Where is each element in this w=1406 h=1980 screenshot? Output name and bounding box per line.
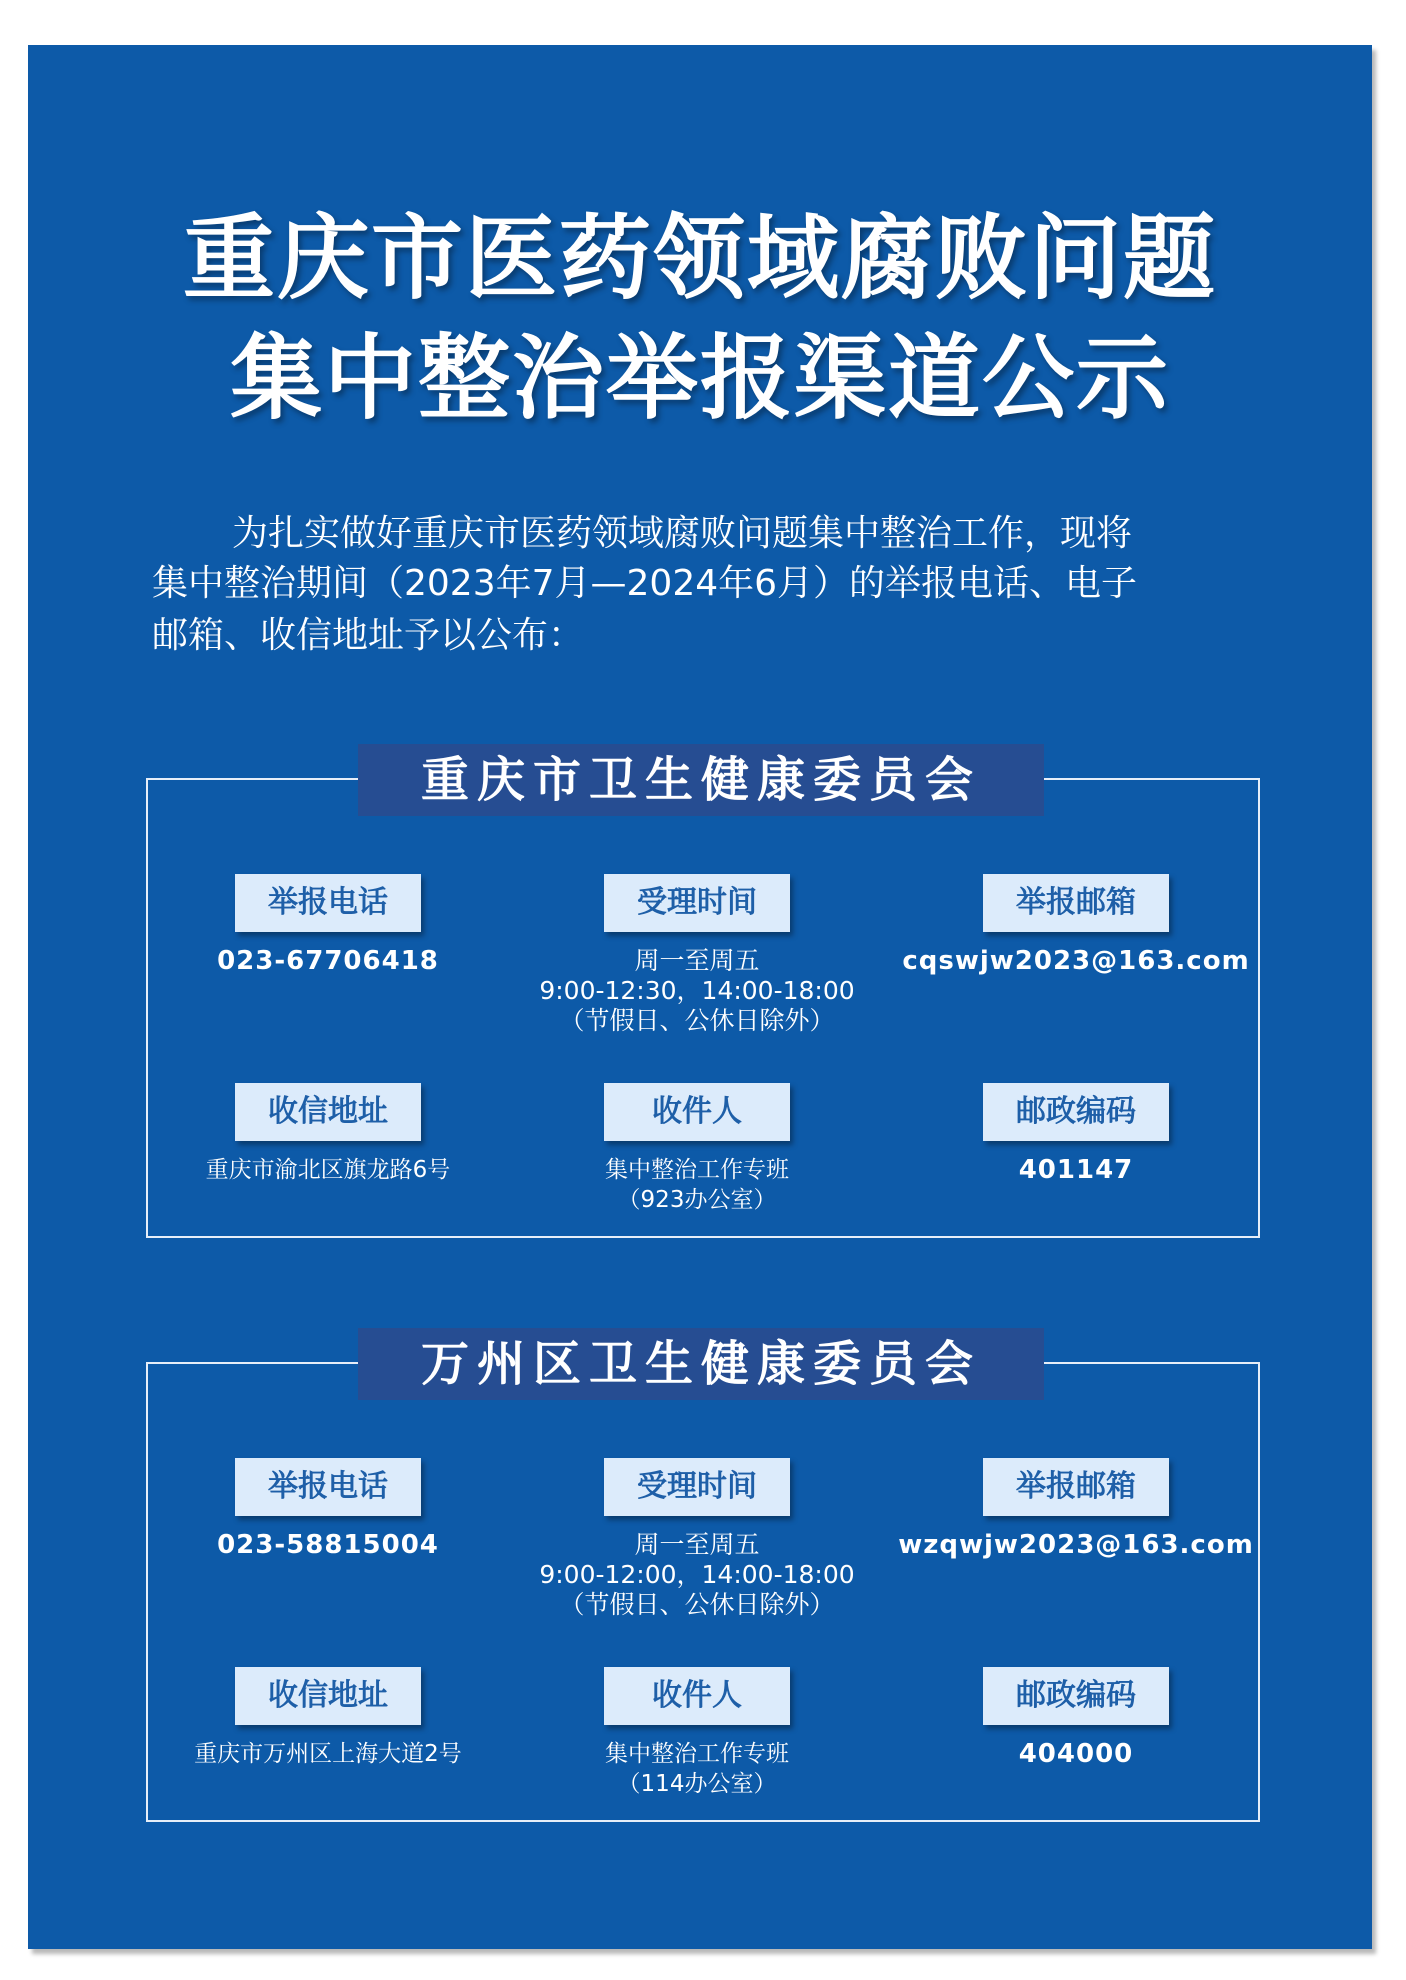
address-value: 重庆市万州区上海大道2号 [194, 1741, 462, 1767]
email-value: wzqwjw2023@163.com [898, 1530, 1254, 1560]
intro-line-1: 为扎实做好重庆市医药领域腐败问题集中整治工作，现将 [232, 513, 1133, 554]
email-label: 举报邮箱 [983, 1458, 1169, 1516]
panel-title: 重庆市卫生健康委员会 [358, 744, 1044, 816]
postcode-item [891, 1667, 1261, 1769]
email-value: cqswjw2023@163.com [902, 946, 1250, 976]
email-item [891, 874, 1261, 976]
hours-note: （节假日、公休日除外） [559, 1590, 835, 1619]
hours-label: 受理时间 [604, 874, 790, 932]
hours-days: 周一至周五 [634, 946, 760, 975]
recipient-line-1: 集中整治工作专班 [605, 1157, 789, 1183]
recipient-label: 收件人 [604, 1083, 790, 1141]
phone-value: 023-58815004 [217, 1530, 439, 1560]
hours-item [512, 1458, 882, 1620]
postcode-label: 邮政编码 [983, 1667, 1169, 1725]
phone-item [143, 874, 513, 976]
phone-value: 023-67706418 [217, 946, 439, 976]
hours-time: 9:00-12:00，14:00-18:00 [539, 1560, 855, 1589]
email-label: 举报邮箱 [983, 874, 1169, 932]
panel-title: 万州区卫生健康委员会 [358, 1328, 1044, 1400]
phone-item [143, 1458, 513, 1560]
title-line-2: 集中整治举报渠道公示 [229, 325, 1170, 432]
recipient-item [512, 1667, 882, 1799]
postcode-item [891, 1083, 1261, 1185]
address-label: 收信地址 [235, 1083, 421, 1141]
recipient-line-2: （923办公室） [617, 1187, 777, 1213]
intro-line-3: 邮箱、收信地址予以公布： [152, 615, 585, 656]
recipient-item [512, 1083, 882, 1215]
email-item [891, 1458, 1261, 1560]
panel-chongqing-health-commission [146, 752, 1260, 1238]
address-label: 收信地址 [235, 1667, 421, 1725]
hours-time: 9:00-12:30，14:00-18:00 [539, 976, 855, 1005]
address-item [143, 1667, 513, 1769]
postcode-value: 401147 [1018, 1155, 1134, 1185]
postcode-label: 邮政编码 [983, 1083, 1169, 1141]
phone-label: 举报电话 [235, 1458, 421, 1516]
title-line-1: 重庆市医药领域腐败问题 [182, 205, 1217, 312]
poster [28, 45, 1372, 1949]
hours-label: 受理时间 [604, 1458, 790, 1516]
hours-note: （节假日、公休日除外） [559, 1006, 835, 1035]
phone-label: 举报电话 [235, 874, 421, 932]
recipient-line-2: （114办公室） [617, 1771, 777, 1797]
hours-item [512, 874, 882, 1036]
panel-wanzhou-health-commission [146, 1336, 1260, 1822]
address-item [143, 1083, 513, 1185]
recipient-line-1: 集中整治工作专班 [605, 1741, 789, 1767]
intro-line-2: 集中整治期间（2023年7月—2024年6月）的举报电话、电子 [152, 563, 1138, 604]
address-value: 重庆市渝北区旗龙路6号 [205, 1157, 451, 1183]
postcode-value: 404000 [1018, 1739, 1134, 1769]
hours-days: 周一至周五 [634, 1530, 760, 1559]
recipient-label: 收件人 [604, 1667, 790, 1725]
